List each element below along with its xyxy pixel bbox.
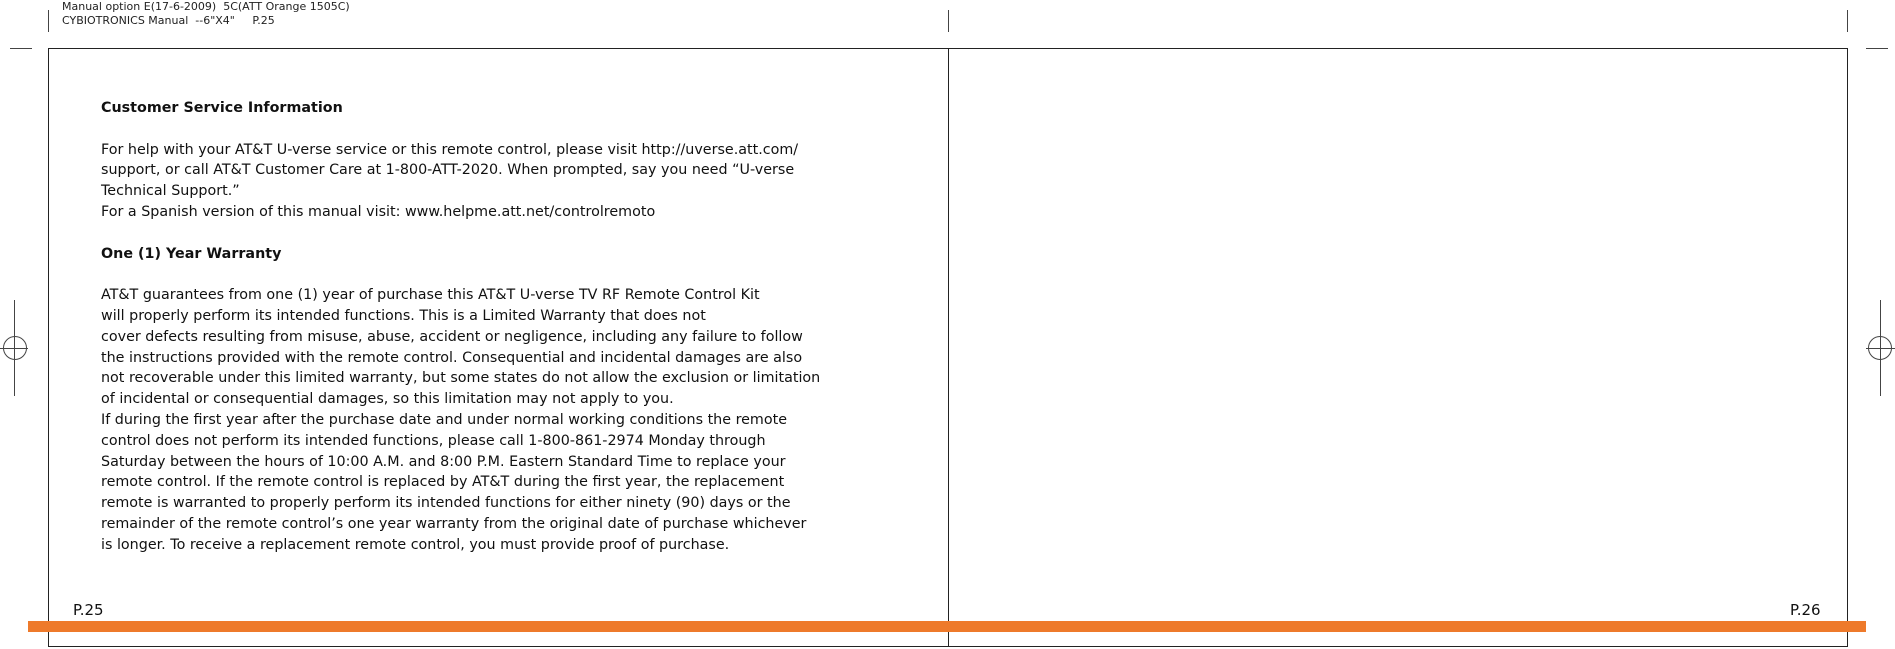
text-line: the instructions provided with the remote control. Consequential and incidental damages are also <box>101 349 803 366</box>
text-line: remote control. If the remote control is replaced by AT&T during the first year, the replacement <box>101 474 785 491</box>
text-line: AT&T guarantees from one (1) year of purchase this AT&T U-verse TV RF Remote Control Kit <box>101 287 760 304</box>
spread-fold-line <box>948 48 949 647</box>
warranty-heading: One (1) Year Warranty <box>101 245 282 262</box>
crop-mark-right-top <box>1866 48 1888 49</box>
crop-mark-top-left <box>48 10 49 32</box>
text-line: remote is warranted to properly perform its intended functions for either ninety (90) days or the <box>101 495 791 512</box>
text-line: For a Spanish version of this manual visit: www.helpme.att.net/controlremoto <box>101 203 656 220</box>
crop-mark-top-center <box>948 10 949 32</box>
crop-mark-left-top <box>10 48 32 49</box>
text-line: will properly perform its intended functions. This is a Limited Warranty that does not <box>101 307 706 324</box>
text-line: If during the first year after the purchase date and under normal working conditions the remote <box>101 411 788 428</box>
customer-service-paragraph <box>101 140 881 223</box>
slug-manual-info: CYBIOTRONICS Manual --6"X4" P.25 <box>62 14 275 27</box>
spacer <box>101 223 881 244</box>
page-number-left: P.25 <box>73 601 104 619</box>
text-line: For help with your AT&T U-verse service or this remote control, please visit http://uverse.att.com/ <box>101 141 799 158</box>
text-line: Technical Support.” <box>101 183 240 200</box>
left-page-content <box>101 98 881 556</box>
text-line: is longer. To receive a replacement remote control, you must provide proof of purchase. <box>101 536 730 553</box>
orange-footer-band <box>28 621 1866 632</box>
crop-mark-top-right <box>1847 10 1848 32</box>
warranty-paragraph <box>101 285 881 555</box>
text-line: not recoverable under this limited warranty, but some states do not allow the exclusion or limitation <box>101 370 821 387</box>
page-number-right: P.26 <box>1790 601 1821 619</box>
spacer <box>101 264 881 285</box>
registration-mark-right <box>1868 336 1892 360</box>
text-line: remainder of the remote control’s one year warranty from the original date of purchase whichever <box>101 515 807 532</box>
text-line: control does not perform its intended functions, please call 1-800-861-2974 Monday through <box>101 432 766 449</box>
text-line: Saturday between the hours of 10:00 A.M. and 8:00 P.M. Eastern Standard Time to replace your <box>101 453 786 470</box>
registration-mark-left <box>3 336 27 360</box>
text-line: cover defects resulting from misuse, abuse, accident or negligence, including any failure to follow <box>101 328 803 345</box>
customer-service-heading: Customer Service Information <box>101 100 343 116</box>
text-line: support, or call AT&T Customer Care at 1-800-ATT-2020. When prompted, say you need “U-verse <box>101 162 795 179</box>
spacer <box>101 119 881 140</box>
slug-job-info: Manual option E(17-6-2009) 5C(ATT Orange 1505C) <box>62 0 350 13</box>
text-line: of incidental or consequential damages, so this limitation may not apply to you. <box>101 391 674 408</box>
